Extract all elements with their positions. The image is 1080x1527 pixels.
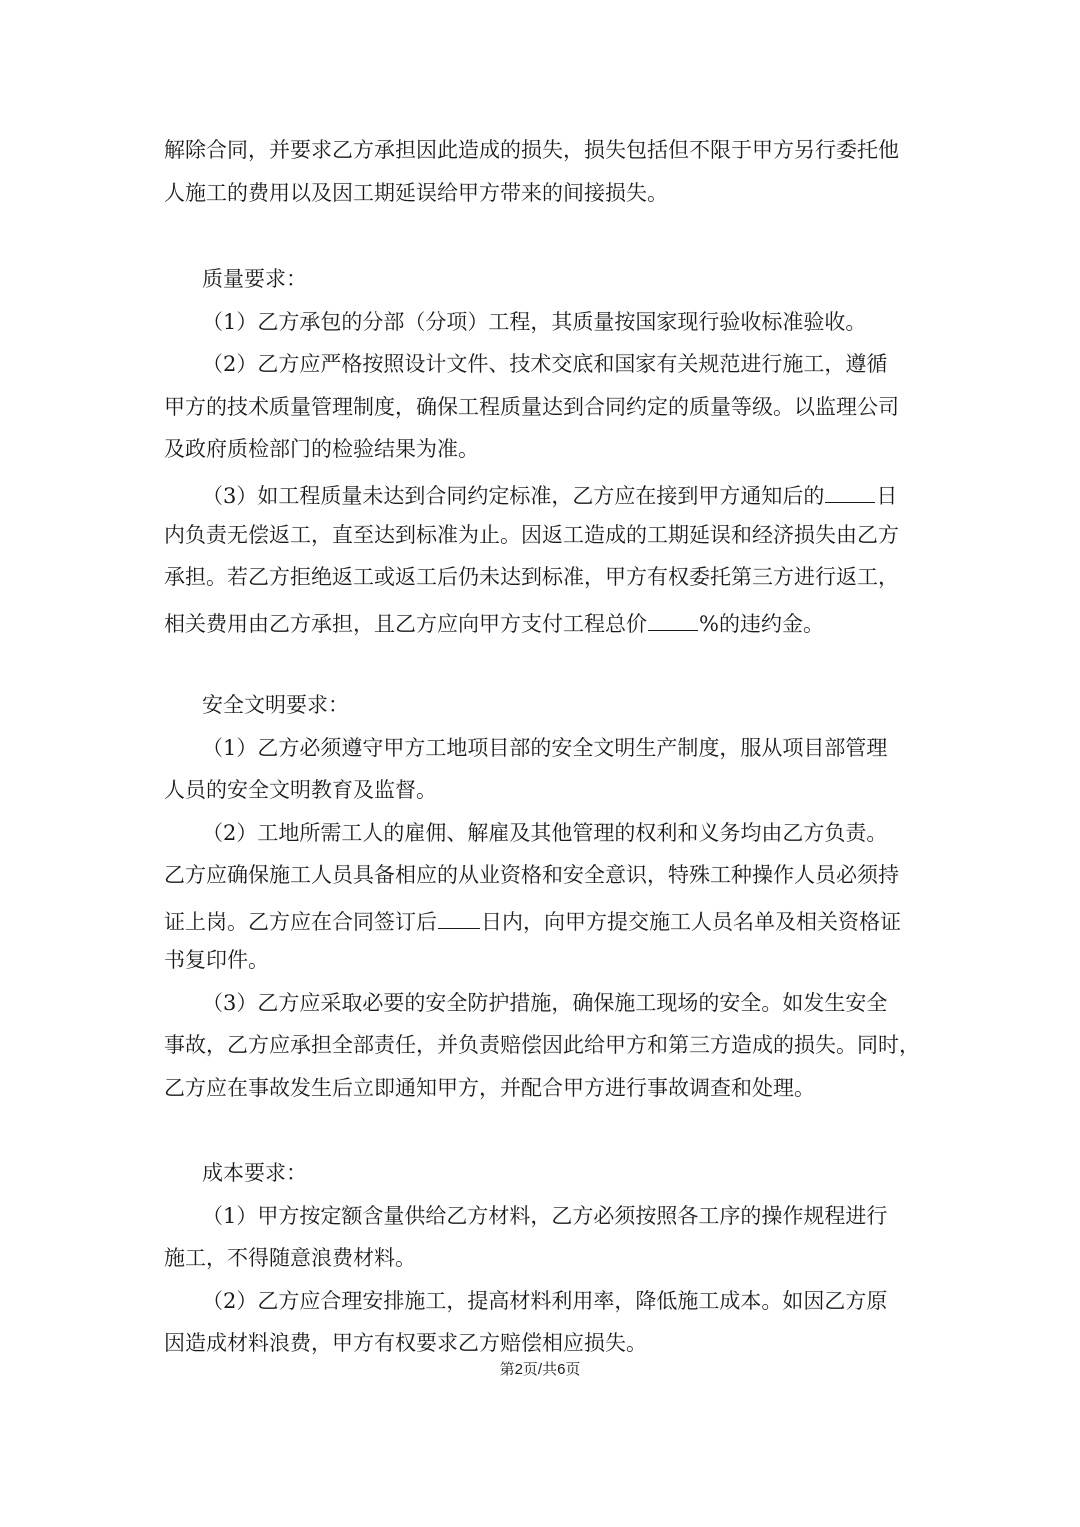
safety-item-2-text-a: 证上岗。乙方应在合同签订后: [164, 909, 437, 934]
quality-item-3-text-a: （3）如工程质量未达到合同约定标准，乙方应在接到甲方通知后的: [202, 483, 825, 508]
cost-item-2-line-1: （2）乙方应合理安排施工，提高材料利用率，降低施工成本。如因乙方原: [202, 1289, 888, 1313]
intro-line-2: 人施工的费用以及因工期延误给甲方带来的间接损失。: [164, 181, 668, 205]
safety-heading: 安全文明要求：: [202, 693, 349, 717]
cost-item-1-line-1: （1）甲方按定额含量供给乙方材料，乙方必须按照各工序的操作规程进行: [202, 1204, 888, 1228]
quality-item-3-line-3: 承担。若乙方拒绝返工或返工后仍未达到标准，甲方有权委托第三方进行返工，: [164, 565, 899, 589]
quality-item-2-line-1: （2）乙方应严格按照设计文件、技术交底和国家有关规范进行施工，遵循: [202, 352, 888, 376]
safety-item-3-line-3: 乙方应在事故发生后立即通知甲方，并配合甲方进行事故调查和处理。: [164, 1076, 815, 1100]
safety-item-2-line-3: [164, 908, 901, 933]
intro-line-1: 解除合同，并要求乙方承担因此造成的损失，损失包括但不限于甲方另行委托他: [164, 138, 899, 162]
submission-days-blank[interactable]: [438, 908, 480, 929]
cost-item-2-line-2: 因造成材料浪费，甲方有权要求乙方赔偿相应损失。: [164, 1331, 647, 1355]
quality-item-3-text-b: 日: [876, 483, 898, 508]
days-blank[interactable]: [825, 482, 875, 503]
cost-heading: 成本要求：: [202, 1161, 307, 1185]
cost-item-1-line-2: 施工，不得随意浪费材料。: [164, 1246, 416, 1270]
safety-item-3-line-1: （3）乙方应采取必要的安全防护措施，确保施工现场的安全。如发生安全: [202, 991, 888, 1015]
safety-item-3-line-2: 事故，乙方应承担全部责任，并负责赔偿因此给甲方和第三方造成的损失。同时，: [164, 1033, 920, 1057]
quality-item-2-line-2: 甲方的技术质量管理制度，确保工程质量达到合同约定的质量等级。以监理公司: [164, 395, 899, 419]
quality-item-2-line-3: 及政府质检部门的检验结果为准。: [164, 437, 479, 461]
page-number: 第2页/共6页: [499, 1361, 581, 1378]
safety-item-2-line-2: 乙方应确保施工人员具备相应的从业资格和安全意识，特殊工种操作人员必须持: [164, 863, 899, 887]
safety-item-1-line-2: 人员的安全文明教育及监督。: [164, 778, 437, 802]
quality-item-3-text-d: %的违约金。: [699, 611, 824, 636]
quality-item-1: （1）乙方承包的分部（分项）工程，其质量按国家现行验收标准验收。: [202, 310, 867, 334]
quality-heading: 质量要求：: [202, 267, 307, 291]
safety-item-2-line-4: 书复印件。: [164, 948, 269, 972]
safety-item-2-text-b: 日内，向甲方提交施工人员名单及相关资格证: [481, 909, 901, 934]
safety-item-2-line-1: （2）工地所需工人的雇佣、解雇及其他管理的权利和义务均由乙方负责。: [202, 821, 888, 845]
penalty-percent-blank[interactable]: [648, 610, 698, 631]
quality-item-3-text-c: 相关费用由乙方承担，且乙方应向甲方支付工程总价: [164, 611, 647, 636]
safety-item-1-line-1: （1）乙方必须遵守甲方工地项目部的安全文明生产制度，服从项目部管理: [202, 736, 888, 760]
quality-item-3-line-2: 内负责无偿返工，直至达到标准为止。因返工造成的工期延误和经济损失由乙方: [164, 523, 899, 547]
quality-item-3-line-4: [164, 610, 824, 635]
quality-item-3-line-1: [202, 482, 897, 507]
